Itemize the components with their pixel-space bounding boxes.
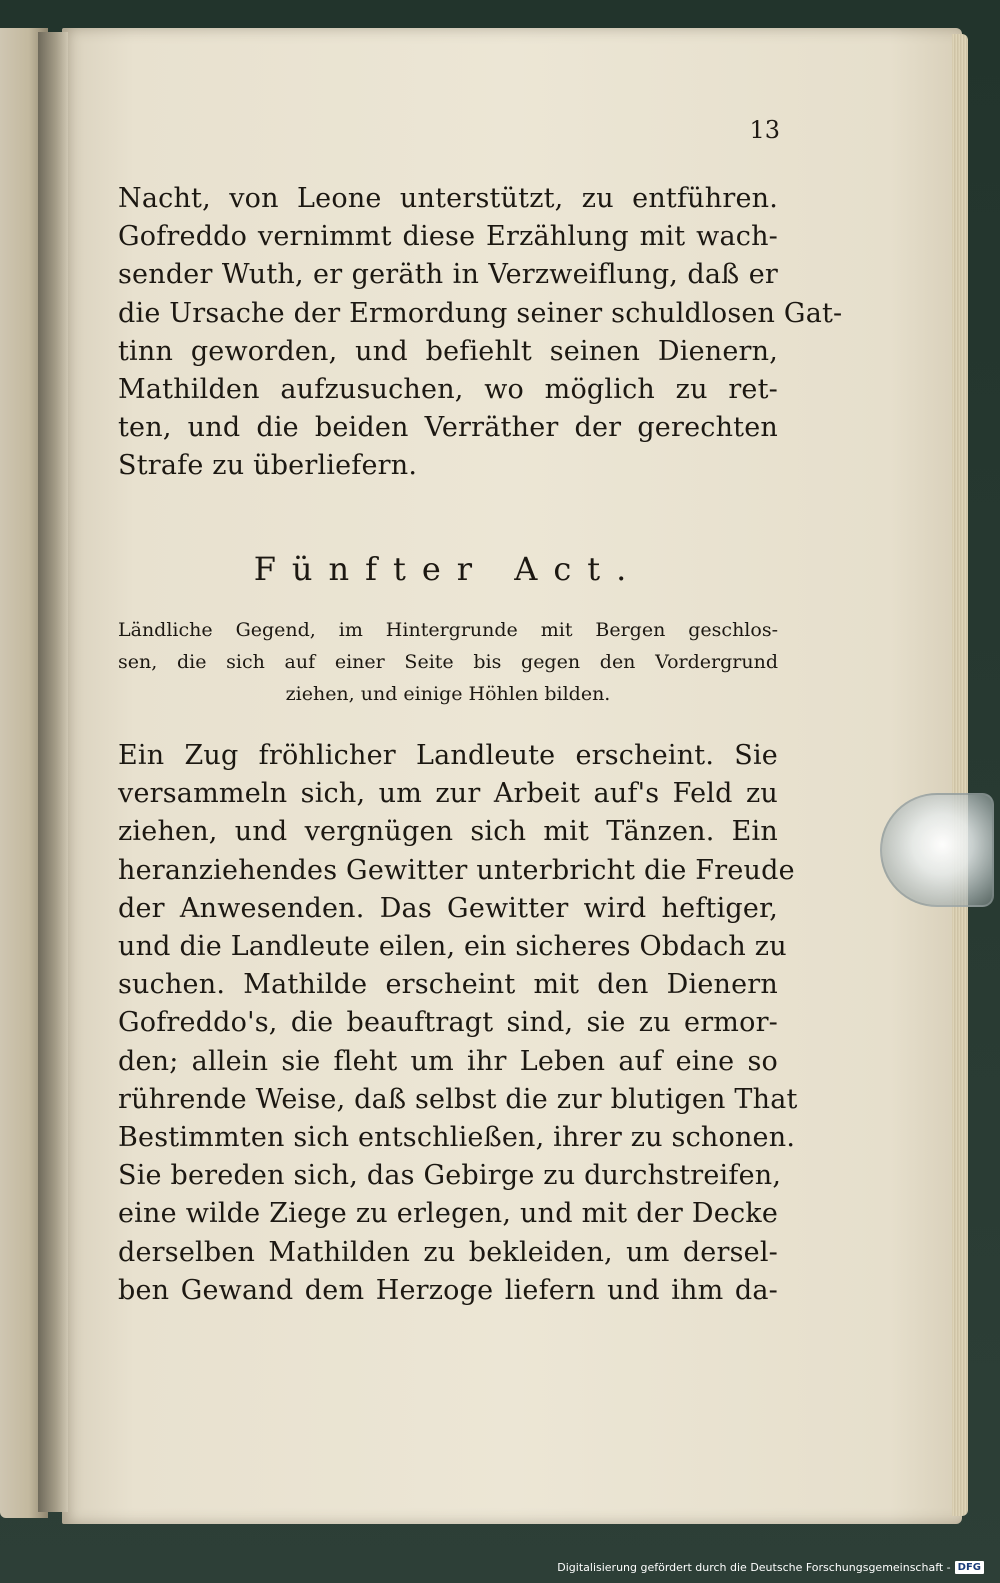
text-line: tinn geworden, und befiehlt seinen Dienern,: [118, 335, 778, 367]
dfg-logo: DFG: [955, 1561, 984, 1574]
page-number: 13: [749, 116, 780, 144]
text-line: ten, und die beiden Verräther der gerechten: [118, 412, 778, 444]
text-line: heranziehendes Gewitter unterbricht die Freude: [118, 854, 795, 886]
text-line: suchen. Mathilde erscheint mit den Dienern: [118, 969, 778, 1001]
text-line: Strafe zu überliefern.: [118, 450, 418, 482]
stage-direction: [118, 614, 778, 710]
stage-line: Ländliche Gegend, im Hintergrunde mit Bergen geschlos-: [118, 619, 778, 641]
text-line: Bestimmten sich entschließen, ihrer zu schonen.: [118, 1122, 796, 1154]
page-stack-edge: [952, 34, 968, 1516]
book-gutter: [38, 32, 68, 1512]
text-line: und die Landleute eilen, ein sicheres Obdach zu: [118, 931, 787, 963]
paragraph-continued: [118, 180, 843, 486]
footer-credit: Digitalisierung gefördert durch die Deutsche Forschungsgemeinschaft -: [557, 1560, 951, 1574]
text-line: der Anwesenden. Das Gewitter wird heftiger,: [118, 892, 778, 924]
text-line: Gofreddo's, die beauftragt sind, sie zu ermor-: [118, 1007, 778, 1039]
text-line: Nacht, von Leone unterstützt, zu entführen.: [118, 183, 778, 214]
text-line: Gofreddo vernimmt diese Erzählung mit wach-: [118, 221, 778, 253]
digitization-footer: [557, 1557, 984, 1577]
text-line: derselben Mathilden zu bekleiden, um dersel-: [118, 1236, 778, 1268]
text-line: versammeln sich, um zur Arbeit auf's Feld zu: [118, 778, 778, 810]
stage-line: sen, die sich auf einer Seite bis gegen den Vordergrund: [118, 651, 778, 673]
act-heading: Fünfter Act.: [253, 550, 643, 588]
stage-line: ziehen, und einige Höhlen bilden.: [285, 683, 611, 705]
text-line: den; allein sie fleht um ihr Leben auf eine so: [118, 1045, 778, 1077]
text-line: Ein Zug fröhlicher Landleute erscheint. Sie: [118, 740, 778, 771]
text-line: sender Wuth, er geräth in Verzweiflung, daß er: [118, 259, 778, 291]
paragraph-act-five: [118, 737, 798, 1310]
page-clip: [880, 793, 994, 907]
text-line: ben Gewand dem Herzoge liefern und ihm da-: [118, 1274, 778, 1306]
text-line: ziehen, und vergnügen sich mit Tänzen. Ein: [118, 816, 778, 848]
text-line: Mathilden aufzusuchen, wo möglich zu ret-: [118, 374, 778, 406]
text-line: eine wilde Ziege zu erlegen, und mit der Decke: [118, 1198, 778, 1230]
text-line: Sie bereden sich, das Gebirge zu durchstreifen,: [118, 1160, 782, 1192]
text-line: rührende Weise, daß selbst die zur blutigen That: [118, 1083, 798, 1115]
text-line: die Ursache der Ermordung seiner schuldlosen Gat-: [118, 297, 843, 329]
